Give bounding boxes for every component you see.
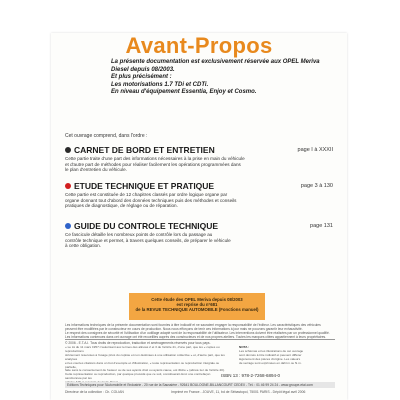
- document-page: [51, 33, 347, 400]
- publisher-bar: Editions Techniques pour l'Automobile et l'Industrie - 20 rue de la Saussière - 92641 BOULOGNE-BILLANCOURT CEDEX - Tél. : 01 46 99 24 24 - www.groupe-etai.com: [65, 382, 335, 388]
- section-body: [65, 156, 333, 173]
- intro-line: Diesel depuis 08/2003.: [111, 66, 175, 73]
- section-body-line: le plan d'entretien du véhicule.: [65, 167, 127, 173]
- legal-line: « Le loi du 11 mars 1957 n'autorisant aux termes des alinéas 2 et 3 de l'article 41, d'une part, que les « copies ou reproductions: [65, 345, 220, 353]
- nota-line: Les schémas et les illustrations de cet ouvrage: [239, 348, 304, 353]
- section-body: [65, 232, 333, 249]
- page-title: Avant-Propos: [125, 33, 273, 58]
- section-pages: page I à XXXII: [297, 147, 333, 153]
- section-body: [65, 192, 333, 209]
- section-title: CARNET DE BORD ET ENTRETIEN: [74, 145, 215, 155]
- section-body-line: à cette obligation.: [65, 243, 102, 249]
- section-title: GUIDE DU CONTROLE TECHNIQUE: [74, 221, 219, 231]
- intro-line: Et plus précisément :: [111, 74, 172, 80]
- section-guide: [65, 221, 333, 249]
- disclaimer-block: [65, 323, 335, 339]
- section-body-line: contrôle technique et permet, à travers quelques conseils, de préparer le véhicule: [65, 237, 231, 243]
- legal-line: et les courtes citations dans un but d'exemple et d'illustration, « toute représentation ou reproduction intégrale ou partielle,: [65, 360, 220, 369]
- divider: [65, 339, 335, 340]
- notice-line: est reprise du n°681: [176, 302, 218, 308]
- section-bullet-icon: [65, 147, 71, 153]
- collection-director: Directeur de la collection : Ch. COLIAN: [65, 390, 124, 394]
- section-etude: [65, 181, 333, 209]
- disclaimer-line: Le respect des consignes de sécurité et l'utilisation d'un outillage adapté sont de la responsabilité de l'utilisateur. Les interventions doivent être réalisées par un professionnel qualifié.: [65, 331, 330, 336]
- nota-line: de serrage sont exprimées en daN.m ou N.m.: [239, 360, 302, 365]
- section-pages: page 3 à 130: [300, 183, 333, 189]
- section-body-line: et d'autre part de méthodes pour réaliser facilement les opérations programmées dans: [65, 161, 241, 167]
- section-body-line: Ce fascicule détaille les nombreux points de contrôle lors du passage au: [65, 232, 213, 237]
- nota-line: sont donnés à titre indicatif et peuvent différer: [239, 352, 302, 357]
- nota-block: [239, 346, 335, 366]
- legal-notice-block: [65, 346, 225, 385]
- source-notice-box: [129, 293, 265, 320]
- isbn-number: ISBN 13 : 978-2-7268-6894-0: [221, 373, 281, 378]
- section-carnet: [65, 145, 333, 173]
- section-title: ETUDE TECHNIQUE ET PRATIQUE: [74, 181, 215, 191]
- legal-line: faite sans le consentement de l'auteur ou de ses ayants droit ou ayants cause, est illicite » (alinéa 1er de l'article 40).: [65, 368, 225, 373]
- intro-block: [111, 59, 341, 97]
- lead-text: Cet ouvrage comprend, dans l'ordre :: [65, 133, 148, 139]
- disclaimer-line: peuvent être modifiées par le constructeur en cours de production. Nous nous efforçons de tenir ces informations à jour mais ne pouvons garantir leur exhaustivité.: [65, 327, 303, 332]
- copyright-line: © 2006 - E.T.A.I. Tous droits de reproduction, traduction et aménagements réservés pour tous pays.: [65, 341, 211, 345]
- section-bullet-icon: [65, 183, 71, 189]
- section-pages: page 131: [310, 223, 333, 229]
- legal-line: Cette représentation ou reproduction, par quelque procédé que ce soit, constituerait donc une contrefaçon sanctionnée par les: [65, 372, 211, 381]
- intro-line: La présente documentation est exclusivement réservée aux OPEL Meriva: [111, 59, 320, 65]
- section-bullet-icon: [65, 223, 71, 229]
- notice-line: de la REVUE TECHNIQUE AUTOMOBILE (Fonctions manuel): [135, 307, 259, 313]
- intro-line: En niveau d'équipement Essentia, Enjoy et Cosmo.: [111, 89, 257, 95]
- section-body-line: Cette partie traite d'une part des informations nécessaires à la prise en main du véhicule: [65, 156, 245, 161]
- disclaimer-line: Les informations contenues dans cet ouvrage ont été recueillies auprès des constructeurs et de nos propres ateliers. Toutes les marques citées appartiennent à leurs propriétaires.: [65, 335, 327, 340]
- section-body-line: organe donnant tout d'abord des données techniques puis des méthodes et conseils: [65, 197, 237, 203]
- notice-line: Cette étude des OPEL Meriva depuis 08/2003: [151, 297, 243, 302]
- legal-line: strictement réservées à l'usage privé du copiste et non destinées à une utilisation collective » et, d'autre part, que les analyses: [65, 352, 225, 361]
- disclaimer-line: Les informations techniques de la présente documentation sont fournies à titre indicatif et ne sauraient engager la responsabilité de l'éditeur. Les caractéristiques des véhicules: [65, 323, 321, 327]
- intro-line: Les motorisations 1.7 TDi et CDTi.: [111, 81, 209, 88]
- section-body-line: Cette partie est constituée de 12 chapitres classés par ordre logique organe par: [65, 192, 228, 197]
- printer-info: Imprimé en France - JOUVE, 11, bd de Sébastopol, 75001 PARIS - Dépôt légal avril 2006: [171, 390, 306, 394]
- nota-line: légèrement des pièces d'origine. Les valeurs: [239, 356, 301, 361]
- section-body-line: pratiques de diagnostique, de réglage ou de réparation.: [65, 203, 178, 209]
- nota-label: NOTA :: [239, 345, 250, 349]
